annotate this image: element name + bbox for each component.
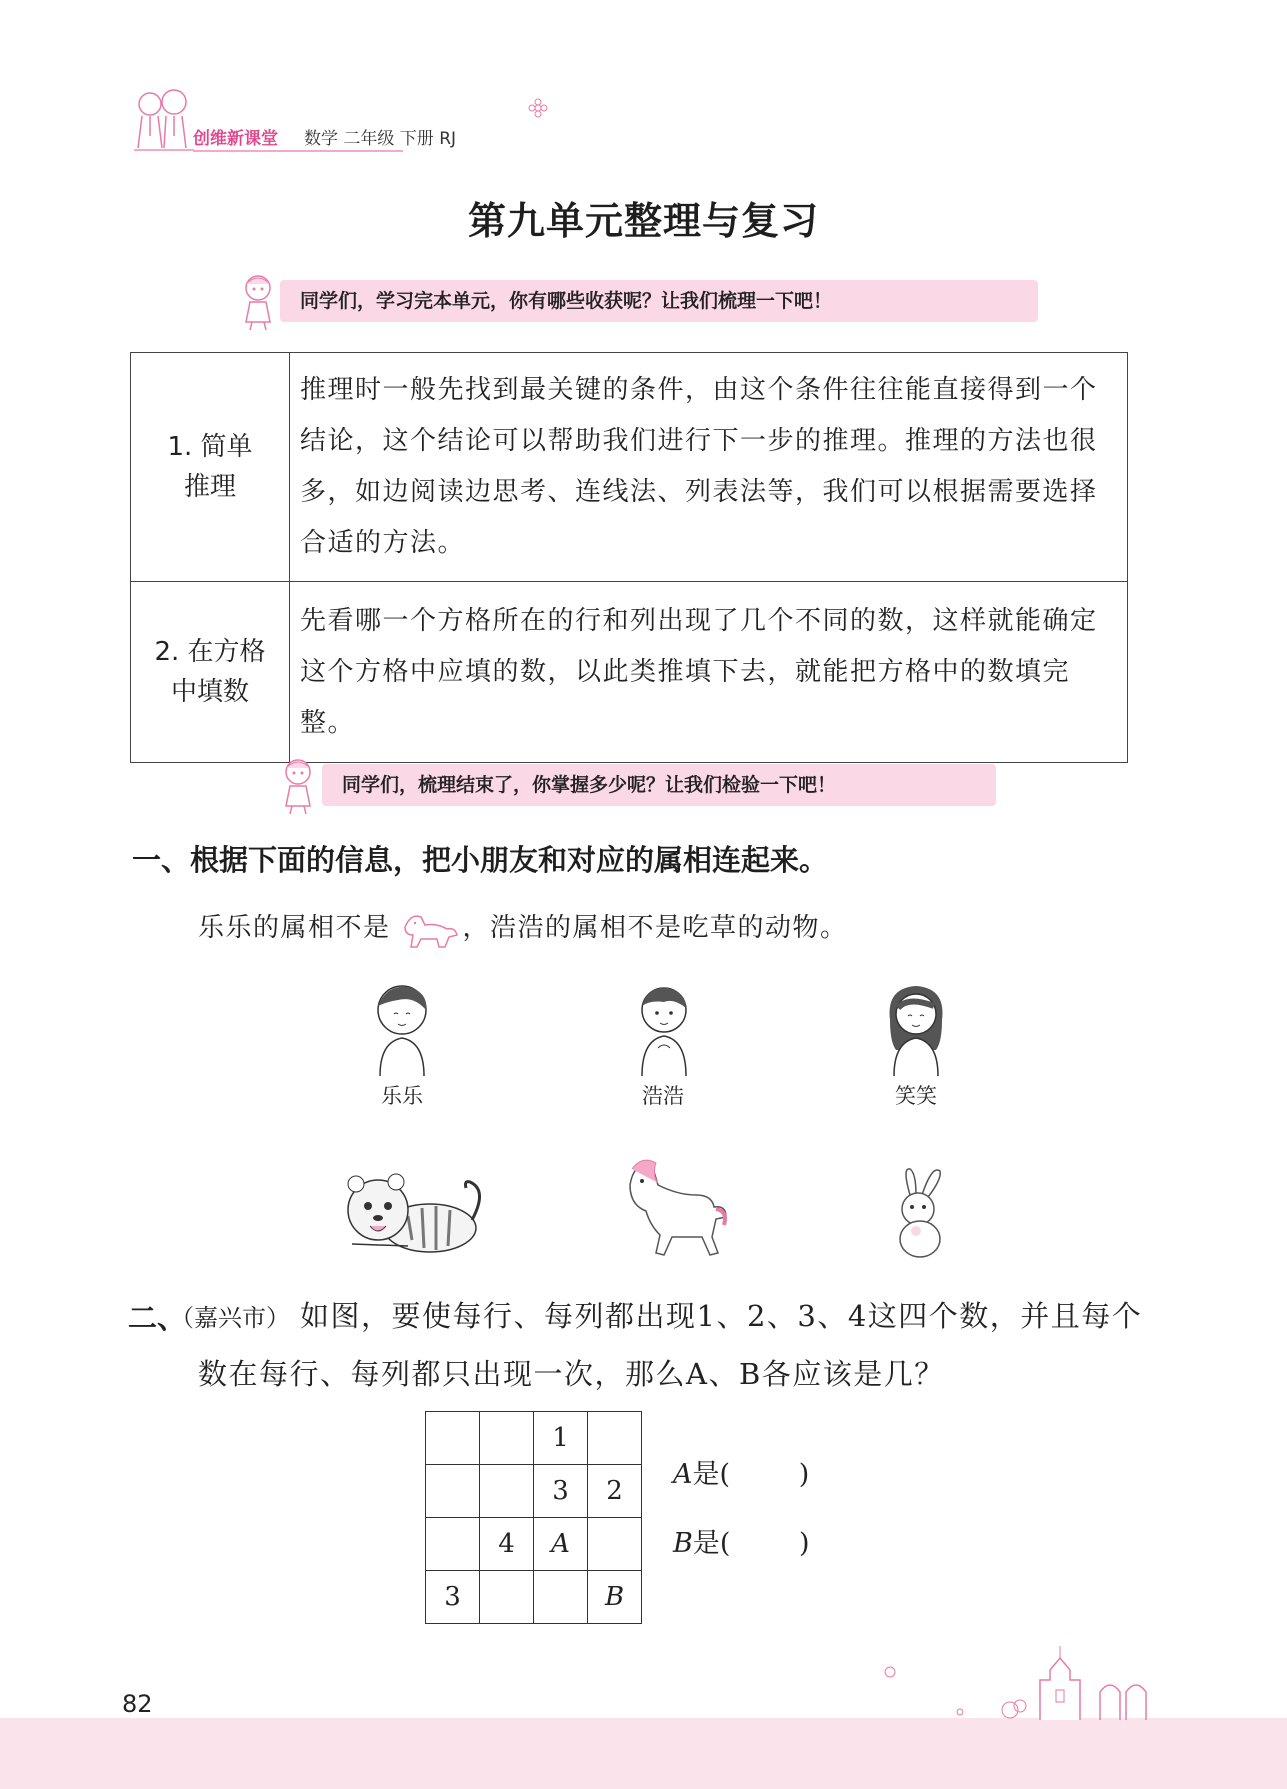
table-row	[131, 582, 1128, 763]
grid-cell	[426, 1465, 480, 1518]
child-name-lele: 乐乐	[381, 1084, 423, 1108]
header-divider	[193, 150, 403, 152]
topic-cell	[131, 582, 290, 763]
flower-icon	[528, 98, 548, 118]
info-text: 乐乐的属相不是	[198, 913, 391, 943]
check-banner: 同学们，梳理结束了，你掌握多少呢？让我们检验一下吧！	[322, 764, 996, 806]
question-2-number: 二、	[128, 1301, 187, 1335]
page-title: 第九单元整理与复习	[467, 199, 819, 243]
question-1-info	[198, 907, 848, 951]
question-2-text-line2: 数在每行、每列都只出现一次，那么A、B各应该是几？	[198, 1357, 945, 1391]
grid-row	[426, 1412, 642, 1465]
topic-label: 2. 在方格	[154, 637, 266, 667]
footer-band	[0, 1718, 1287, 1789]
horse-icon	[391, 907, 463, 951]
horse-icon	[612, 1155, 730, 1265]
page-number: 82	[122, 1690, 153, 1718]
grid-cell	[480, 1412, 534, 1465]
content-cell: 推理时一般先找到最关键的条件，由这个条件往往能直接得到一个结论，这个结论可以帮助我们进行下一步的推理。推理的方法也很多，如边阅读边思考、连线法、列表法等，我们可以根据需要选择合适的方法。	[290, 353, 1128, 582]
child-boy-icon	[620, 980, 708, 1078]
grid-cell	[426, 1412, 480, 1465]
content-cell: 先看哪一个方格所在的行和列出现了几个不同的数，这样就能确定这个方格中应填的数，以此类推填下去，就能把方格中的数填完整。	[290, 582, 1128, 763]
answer-b-blank[interactable]	[673, 1521, 810, 1560]
grid-row	[426, 1465, 642, 1518]
answer-a-blank[interactable]	[673, 1452, 809, 1491]
topic-label: 1. 简单	[167, 432, 253, 462]
grid-cell	[480, 1571, 534, 1624]
grid-cell: 3	[534, 1465, 588, 1518]
topic-label: 推理	[183, 472, 236, 502]
answer-a-var: A	[673, 1459, 693, 1490]
grid-cell	[480, 1465, 534, 1518]
child-name-haohao: 浩浩	[642, 1084, 684, 1108]
info-text: ，浩浩的属相不是吃草的动物。	[462, 913, 848, 943]
answer-b-var: B	[673, 1528, 693, 1559]
grid-cell-b: B	[588, 1571, 642, 1624]
grid-cell: 4	[480, 1518, 534, 1571]
grid-row	[426, 1571, 642, 1624]
review-banner: 同学们，学习完本单元，你有哪些收获呢？让我们梳理一下吧！	[280, 280, 1038, 322]
mascot-icon	[236, 272, 280, 332]
table-row	[131, 353, 1128, 582]
grid-cell	[426, 1518, 480, 1571]
number-grid	[425, 1411, 642, 1624]
child-boy-icon	[358, 980, 446, 1078]
grid-cell: 3	[426, 1571, 480, 1624]
grid-cell	[588, 1518, 642, 1571]
grid-cell: 1	[534, 1412, 588, 1465]
subject-grade: 数学 二年级 下册 RJ	[304, 129, 457, 149]
question-2-source: （嘉兴市）	[170, 1304, 290, 1332]
grid-cell	[588, 1412, 642, 1465]
grid-cell: 2	[588, 1465, 642, 1518]
child-girl-icon	[872, 980, 960, 1078]
question-1-title: 一、根据下面的信息，把小朋友和对应的属相连起来。	[132, 843, 829, 877]
castle-decoration-icon	[860, 1640, 1160, 1720]
question-2-text-line1: 如图，要使每行、每列都出现1、2、3、4这四个数，并且每个	[300, 1299, 1143, 1333]
answer-a-text: 是( )	[692, 1459, 810, 1490]
grid-cell-a: A	[534, 1518, 588, 1571]
rabbit-icon	[880, 1165, 960, 1260]
topic-cell	[131, 353, 290, 582]
topic-label: 中填数	[170, 677, 249, 707]
summary-table	[130, 352, 1128, 763]
grid-cell	[534, 1571, 588, 1624]
mascot-icon	[276, 756, 320, 816]
answer-b-text: 是( )	[692, 1528, 810, 1559]
child-name-xiaoxiao: 笑笑	[895, 1084, 937, 1108]
header-kids-illustration	[128, 86, 202, 156]
grid-row	[426, 1518, 642, 1571]
tiger-icon	[338, 1160, 486, 1260]
series-name: 创维新课堂	[193, 129, 278, 149]
